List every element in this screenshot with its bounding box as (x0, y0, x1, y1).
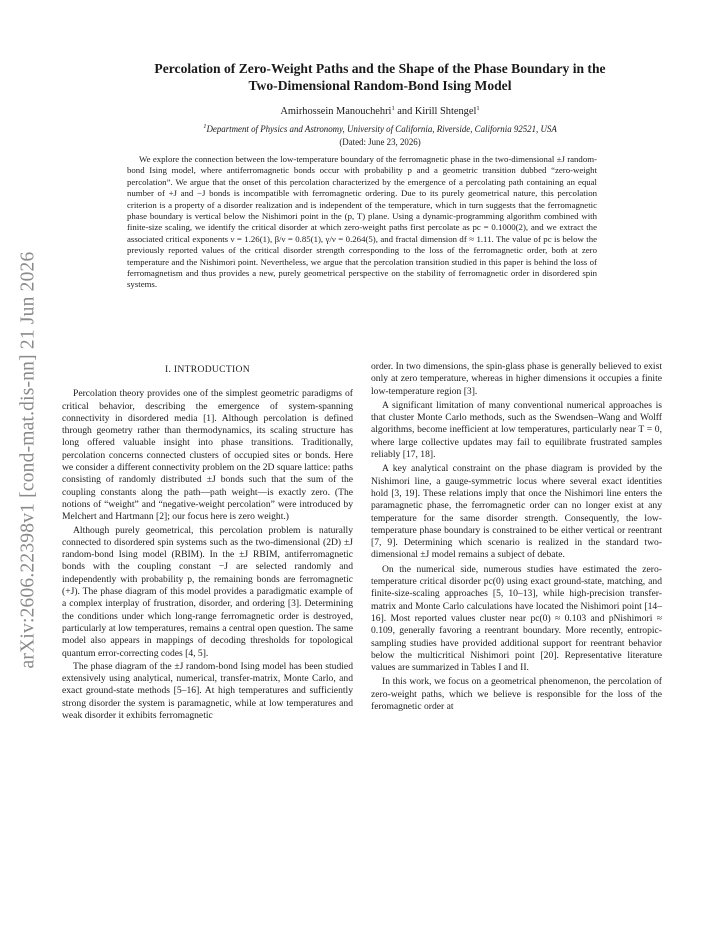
paragraph: A significant limitation of many conventional numerical approaches is that cluster Monte Carlo methods, such as the Swendsen–Wang and Wolff algorithms, become inefficient at low temperatures, particularly near T = 0, where large collective updates may fail to equilibrate frustrated samples reliably [17, 18]. (371, 399, 662, 461)
affiliation-marker: 1 (391, 105, 395, 112)
abstract: We explore the connection between the low-temperature boundary of the ferromagnetic phase in the two-dimensional ±J random-bond Ising model, where antiferromagnetic bonds occur with probability p and a geometric transition dubbed “zero-weight percolation”. We argue that the onset of this percolation characterized by the emergence of a percolating path containing an equal number of +J and −J bonds is incompatible with ferromagnetic ordering. Due to its purely geometrical nature, this percolation criterion is a property of a disorder realization and is independent of the temperature, which in turn suggests that the ferromagnetic phase boundary is vertical below the Nishimori point in the (p, T) plane. Using a dynamic-programming algorithm combined with finite-size scaling, we identify the critical disorder at which zero-weight paths first percolate as pc = 0.1000(2), and we extract the associated critical exponents ν = 1.26(1), β/ν = 0.85(1), γ/ν = 0.264(5), and fractal dimension df ≈ 1.11. The value of pc is below the previously reported values of the critical disorder strength corresponding to the loss of the ferromagnetic order, both at zero temperature and the Nishimori point. Nevertheless, we argue that the percolation transition studied in this paper is behind the loss of ferromagnetism and thus provides a new, purely geometrical perspective on the stability of ferromagnetic order in disordered spin systems. (127, 154, 597, 290)
title-line-1: Percolation of Zero-Weight Paths and the Shape of the Phase Boundary in the (154, 61, 606, 76)
paper-title (80, 60, 680, 94)
arxiv-identifier: arXiv:2606.22398v1 [cond-mat.dis-nn] 21 Jun 2026 (17, 251, 39, 669)
paragraph: The phase diagram of the ±J random-bond Ising model has been studied extensively using analytical, numerical, transfer-matrix, Monte Carlo, and exact ground-state methods [5–16]. At high temperatures and sufficiently strong disorder the system is paramagnetic, while at low temperatures and weak disorder it exhibits ferromagnetic (62, 660, 353, 722)
paragraph: Although purely geometrical, this percolation problem is naturally connected to disordered spin systems such as the two-dimensional (2D) ±J random-bond Ising model (RBIM). In the ±J RBIM, antiferromagnetic bonds with the coupling constant −J are selected randomly and independently with probability p, the remaining bonds are ferromagnetic (+J). The phase diagram of this model provides a paradigmatic example of a complex interplay of frustration, disorder, and ordering [3]. Determining the conditions under which long-range ferromagnetic order is destroyed, particularly at low temperatures, remains a central open question. The same model also appears in mappings of decoding thresholds for topological quantum error-correcting codes [4, 5]. (62, 524, 353, 659)
paragraph: On the numerical side, numerous studies have estimated the zero-temperature critical disorder pc(0) using exact ground-state, matching, and finite-size-scaling approaches [5, 10–13], while high-precision transfer-matrix and Monte Carlo calculations have located the Nishimori point [14–16]. Most reported values cluster near pc(0) ≈ 0.103 and pNishimori ≈ 0.109, generally favoring a reentrant boundary. More recently, entropic-sampling studies have provided additional support for reentrant behavior below the multicritical Nishimori point [20]. Representative literature values are summarized in Tables I and II. (371, 563, 662, 674)
paragraph: A key analytical constraint on the phase diagram is provided by the Nishimori line, a gauge-symmetric locus where several exact identities hold [3, 19]. These relations imply that once the Nishimori line enters the paramagnetic phase, the ferromagnetic order can no longer exist at any temperature for the same disorder strength. Consequently, the low-temperature phase boundary is constrained to be either vertical or reentrant [7, 9]. Determining which scenario is realized in the standard two-dimensional ±J model remains a subject of debate. (371, 463, 662, 561)
author-separator: and (394, 106, 415, 117)
left-column (62, 364, 353, 722)
paragraph: Percolation theory provides one of the simplest geometric paradigms of critical behavior, describing the emergence of system-spanning connectivity in disordered media [1]. Although percolation is defined through geometry rather than thermodynamics, its scaling structure has long offered valuable insight into phase transitions. Traditionally, percolation concerns connected clusters of occupied sites or bonds. Here we consider a different connectivity problem on the 2D square lattice: paths consisting of randomly distributed ±J bonds such that the sum of the coupling constants along the path—path weight—is exactly zero. (The notions of “weight” and “negative-weight percolation” were introduced by Melchert and Hartmann [2]; our focus here is zero weight.) (62, 388, 354, 523)
section-heading: I. INTRODUCTION (165, 364, 250, 375)
affiliation-text: Department of Physics and Astronomy, University of California, Riverside, California 92521, USA (206, 124, 557, 134)
paragraph: In this work, we focus on a geometrical phenomenon, the percolation of zero-weight paths, which we believe is responsible for the loss of the feromagnetic order at (371, 676, 662, 713)
author-name: Kirill Shtengel (414, 106, 477, 117)
affiliation-marker: 1 (203, 123, 207, 130)
title-line-2: Two-Dimensional Random-Bond Ising Model (248, 78, 512, 93)
paragraph: order. In two dimensions, the spin-glass phase is generally believed to exist only at zero temperature, whereas in higher dimensions it occupies a finite low-temperature region [3]. (371, 361, 662, 397)
right-column (371, 361, 662, 713)
date-line: (Dated: June 23, 2026) (339, 137, 421, 147)
author-name: Amirhossein Manouchehri (280, 106, 392, 117)
arxiv-side-stamp (16, 200, 40, 720)
affiliation-marker: 1 (476, 105, 480, 112)
author-list (80, 106, 680, 117)
affiliation (80, 124, 680, 134)
